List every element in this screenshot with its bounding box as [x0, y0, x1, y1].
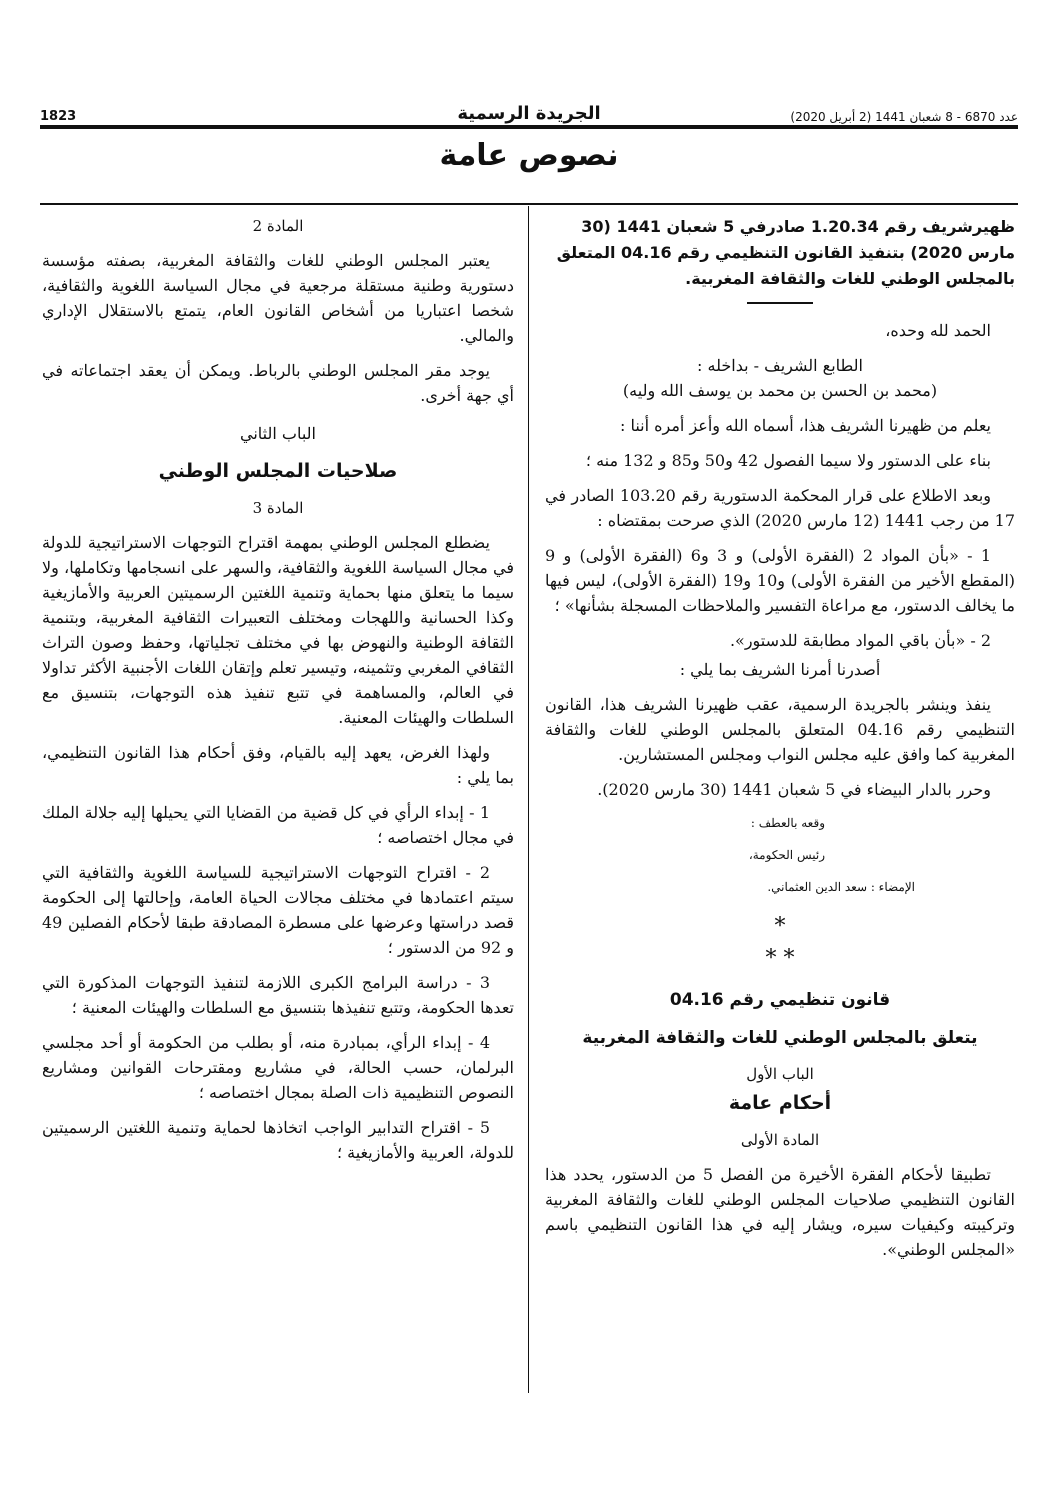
article-3-para-2: ولهذا الغرض، يعهد إليه بالقيام، وفق أحكام هذا القانون التنظيمي، بما يلي : [42, 743, 514, 787]
left-column [42, 214, 514, 1175]
list-item-4: 4 - إبداء الرأي، بمبادرة منه، أو بطلب من الحكومة أو أحد مجلسي البرلمان، حسب الحالة، في مشاريع ومقترحات القوانين ومشاريع النصوص التنظيمية ذات الصلة بمجال اختصاصه ؛ [42, 1033, 514, 1102]
seal-line: الطابع الشريف - بداخله : [697, 356, 863, 375]
article-3-title: المادة 3 [252, 499, 304, 517]
pm-title: رئيس الحكومة، [748, 848, 825, 862]
article-2-title: المادة 2 [252, 217, 304, 235]
article-1-title: المادة الأولى [740, 1131, 820, 1149]
countersign-label: وقعه بالعطف : [750, 816, 825, 830]
list-item-2: 2 - اقتراح التوجهات الاستراتيجية للسياسة اللغوية والثقافية التي سيتم اعتمادها في مختلف مجالات الحياة العامة، وإحالتها إلى الحكومة قصد دراستها وعرضها على مسطرة المصادقة طبقا لأحكام الفصلين 49 و 92 من الدستور ؛ [42, 863, 514, 957]
decision-point-2: 2 - «بأن باقي المواد مطابقة للدستور». [729, 631, 991, 650]
asterisk-top: * [774, 914, 786, 939]
part-two-heading: صلاحيات المجلس الوطني [158, 460, 398, 482]
king-line: (محمد بن الحسن بن محمد بن يوسف الله وليه) [622, 381, 938, 400]
article-2-para-2: يوجد مقر المجلس الوطني بالرباط. ويمكن أن يعقد اجتماعاته في أي جهة أخرى. [42, 361, 514, 405]
article-2-para-1: يعتبر المجلس الوطني للغات والثقافة المغربية، بصفته مؤسسة دستورية وطنية مستقلة مرجعية في مجال السياسة اللغوية والثقافية، شخصا اعتباريا من أشخاص القانون العام، يتمتع بالاستقلال الإداري والمالي. [42, 251, 514, 345]
page-header [40, 96, 1018, 124]
title-separator [747, 302, 813, 304]
preamble: يعلم من ظهيرنا الشريف هذا، أسماه الله وأعز أمره أننا : [619, 416, 991, 435]
column-divider [528, 206, 529, 1393]
part-two-title: الباب الثاني [240, 424, 316, 443]
promulgation-text: ينفذ وينشر بالجريدة الرسمية، عقب ظهيرنا الشريف هذا، القانون التنظيمي رقم 04.16 المتعلق بالمجلس الوطني للغات والثقافة المغربية كما وافق عليه مجلس النواب ومجلس المستشارين. [545, 695, 1016, 764]
asterisk-bottom: * * [765, 946, 795, 971]
decision-point-1: 1 - «بأن المواد 2 (الفقرة الأولى) و 3 و6 (الفقرة الأولى) و 9 (المقطع الأخير من الفقرة الأولى) و10 و19 (الفقرة الأولى)، ليس فيها ما يخالف الدستور، مع مراعاة التفسير والملاحظات المسجلة بشأنها» ؛ [545, 546, 1016, 615]
list-item-5: 5 - اقتراح التدابير الواجب اتخاذها لحماية وتنمية اللغتين الرسميتين للدولة، العربية والأمازيغية ؛ [42, 1118, 514, 1162]
list-item-3: 3 - دراسة البرامج الكبرى اللازمة لتنفيذ التوجهات المذكورة التي تعدها الحكومة، وتتبع تنفيذها بتنسيق مع السلطات والهيئات المعنية ؛ [42, 973, 514, 1017]
header-rule [40, 125, 1018, 129]
section-title: نصوص عامة [439, 138, 619, 173]
signature-line: الإمضاء : سعد الدين العثماني. [767, 880, 915, 894]
page-number: 1823 [40, 109, 77, 124]
article-3-para-1: يضطلع المجلس الوطني بمهمة اقتراح التوجهات الاستراتيجية للدولة في مجال السياسة اللغوية والثقافية، والسهر على انسجامها وتكاملها، ولا سيما ما يتعلق منها بحماية وتنمية اللغتين الرسميتين العربية والأمازيغية وكذا الحسانية واللهجات ومختلف التعبيرات الثقافية المغربية، وبتنمية الثقافة الوطنية والنهوض بها في مختلف تجلياتها، وحفظ وصون التراث الثقافي المغربي وتثمينه، وتيسير تعلم وإتقان اللغات الأجنبية الأكثر تداولا في العالم، والمساهمة في تتبع تنفيذ هذه التوجهات، بتنسيق مع السلطات والهيئات المعنية. [42, 533, 514, 727]
dahir-title: ظهيرشريف رقم 1.20.34 صادرفي 5 شعبان 1441 (30 مارس 2020) بتنفيذ القانون التنظيمي رقم 04.16 المتعلق بالمجلس الوطني للغات والثقافة المغربية. [556, 217, 1015, 288]
hamd-line: الحمد لله وحده، [885, 321, 991, 340]
right-column [545, 214, 1015, 1272]
court-decision: وبعد الاطلاع على قرار المحكمة الدستورية رقم 103.20 الصادر في 17 من رجب 1441 (12 مارس 2020) الذي صرحت بمقتضاه : [545, 486, 1015, 530]
article-1-text: تطبيقا لأحكام الفقرة الأخيرة من الفصل 5 من الدستور، يحدد هذا القانون التنظيمي صلاحيات المجلس الوطني للغات والثقافة المغربية وتركيبته وكيفيات سيره، ويشار إليه في هذا القانون التنظيمي باسم «المجلس الوطني». [545, 1165, 1015, 1259]
list-item-1: 1 - إبداء الرأي في كل قضية من القضايا التي يحيلها إليه جلالة الملك في مجال اختصاصه ؛ [42, 803, 514, 847]
law-title: قانون تنظيمي رقم 04.16 [669, 990, 891, 1010]
journal-name: الجريدة الرسمية [457, 103, 601, 124]
law-subtitle: يتعلق بالمجلس الوطني للغات والثقافة المغربية [582, 1028, 978, 1048]
part-one-heading: أحكام عامة [728, 1092, 832, 1114]
legal-basis: بناء على الدستور ولا سيما الفصول 42 و50 و85 و 132 منه ؛ [585, 451, 991, 470]
issue-info: عدد 6870 - 8 شعبان 1441 (2 أبريل 2020) [790, 110, 1018, 124]
signing-place-date: وحرر بالدار البيضاء في 5 شعبان 1441 (30 مارس 2020). [597, 780, 991, 799]
section-rule [40, 203, 1018, 205]
order-line: أصدرنا أمرنا الشريف بما يلي : [679, 660, 881, 679]
part-one-title: الباب الأول [746, 1065, 814, 1083]
